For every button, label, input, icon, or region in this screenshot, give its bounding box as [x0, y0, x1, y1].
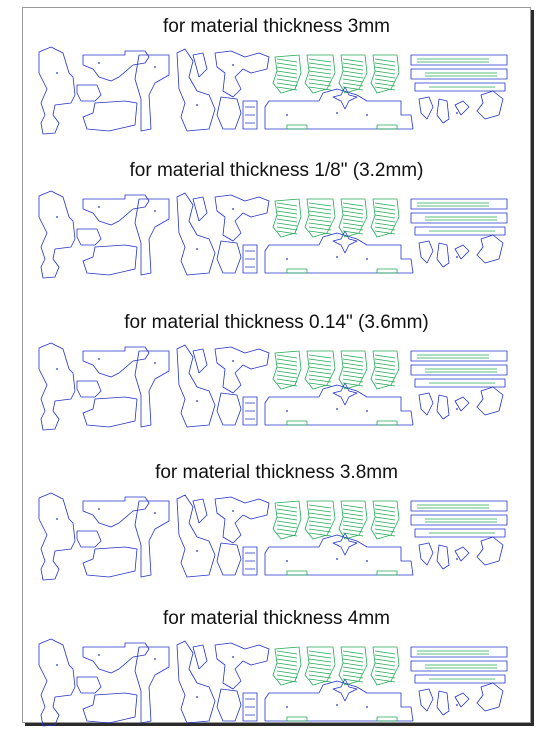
- alignment-hole: [336, 558, 338, 560]
- part-outline: [277, 651, 297, 682]
- part-outline: [215, 195, 269, 241]
- part-outline: [39, 639, 75, 726]
- parts-layout-drawing: [37, 187, 517, 282]
- part-outline: [193, 499, 207, 523]
- part-outline: [135, 351, 169, 427]
- part-outline: [177, 49, 215, 131]
- part-outline: [375, 355, 395, 386]
- cut-layout-section: [23, 160, 530, 300]
- alignment-hole: [196, 104, 198, 106]
- alignment-hole: [98, 62, 100, 64]
- part-outline: [417, 505, 489, 508]
- alignment-hole: [456, 558, 458, 560]
- part-outline: [437, 691, 449, 715]
- part-outline: [135, 55, 169, 131]
- cut-layout-section: [23, 462, 530, 602]
- part-outline: [193, 645, 207, 669]
- cut-layout-section: [23, 312, 530, 452]
- part-outline: [411, 661, 507, 671]
- part-outline: [375, 203, 395, 234]
- part-outline: [83, 397, 137, 427]
- part-outline: [411, 213, 507, 223]
- alignment-hole: [456, 408, 458, 410]
- part-outline: [77, 85, 101, 101]
- alignment-hole: [56, 664, 58, 666]
- part-outline: [217, 689, 241, 721]
- alignment-hole: [336, 408, 338, 410]
- part-outline: [245, 107, 255, 123]
- part-outline: [287, 717, 397, 721]
- alignment-hole: [154, 512, 156, 514]
- part-outline: [193, 53, 207, 77]
- part-outline: [39, 493, 75, 580]
- part-outline: [417, 355, 489, 358]
- part-outline: [425, 369, 497, 372]
- part-outline: [437, 99, 449, 123]
- part-outline: [245, 251, 255, 267]
- part-outline: [477, 683, 503, 711]
- part-outline: [287, 571, 397, 575]
- part-outline: [375, 59, 395, 90]
- cut-layout-section: [23, 16, 530, 156]
- part-outline: [309, 505, 331, 536]
- part-outline: [39, 343, 75, 430]
- alignment-hole: [196, 248, 198, 250]
- part-outline: [419, 543, 433, 565]
- alignment-hole: [366, 114, 368, 116]
- alignment-hole: [456, 112, 458, 114]
- part-outline: [77, 381, 101, 397]
- part-outline: [265, 535, 413, 575]
- alignment-hole: [336, 256, 338, 258]
- alignment-hole: [196, 696, 198, 698]
- cut-layout-section: [23, 608, 530, 748]
- alignment-hole: [336, 704, 338, 706]
- part-outline: [193, 349, 207, 373]
- part-outline: [287, 125, 397, 129]
- part-outline: [245, 699, 255, 715]
- alignment-hole: [56, 518, 58, 520]
- part-outline: [83, 547, 137, 577]
- part-outline: [135, 199, 169, 275]
- part-outline: [309, 355, 331, 386]
- part-outline: [477, 387, 503, 415]
- part-outline: [419, 689, 433, 711]
- part-outline: [417, 203, 489, 206]
- part-outline: [425, 519, 497, 522]
- part-outline: [417, 651, 489, 654]
- part-outline: [309, 59, 331, 90]
- alignment-hole: [154, 66, 156, 68]
- part-outline: [411, 515, 507, 525]
- part-outline: [343, 505, 363, 536]
- alignment-hole: [56, 368, 58, 370]
- part-outline: [215, 347, 269, 393]
- section-title: for material thickness 4mm: [162, 608, 390, 629]
- alignment-hole: [98, 206, 100, 208]
- parts-layout-drawing: [37, 43, 517, 138]
- parts-layout-drawing: [37, 339, 517, 434]
- alignment-hole: [336, 112, 338, 114]
- alignment-hole: [366, 258, 368, 260]
- alignment-hole: [232, 360, 234, 362]
- part-outline: [83, 693, 137, 723]
- part-outline: [217, 241, 241, 273]
- part-outline: [265, 681, 413, 721]
- part-outline: [135, 501, 169, 577]
- part-outline: [411, 647, 507, 657]
- section-title: for material thickness 3.8mm: [155, 462, 398, 483]
- part-outline: [215, 643, 269, 689]
- alignment-hole: [456, 704, 458, 706]
- part-outline: [343, 355, 363, 386]
- part-outline: [419, 97, 433, 119]
- alignment-hole: [98, 654, 100, 656]
- part-outline: [425, 217, 497, 220]
- part-outline: [309, 651, 331, 682]
- alignment-hole: [196, 550, 198, 552]
- part-outline: [411, 501, 507, 511]
- alignment-hole: [232, 510, 234, 512]
- part-outline: [245, 553, 255, 569]
- part-outline: [417, 59, 489, 62]
- alignment-hole: [154, 362, 156, 364]
- part-outline: [177, 495, 215, 577]
- parts-layout-drawing: [37, 635, 517, 730]
- part-outline: [245, 403, 255, 419]
- part-outline: [411, 55, 507, 65]
- part-outline: [411, 351, 507, 361]
- alignment-hole: [56, 72, 58, 74]
- alignment-hole: [56, 216, 58, 218]
- part-outline: [343, 59, 363, 90]
- part-outline: [83, 245, 137, 275]
- part-outline: [477, 537, 503, 565]
- alignment-hole: [98, 358, 100, 360]
- part-outline: [419, 393, 433, 415]
- alignment-hole: [232, 64, 234, 66]
- part-outline: [277, 203, 297, 234]
- part-outline: [287, 269, 397, 273]
- part-outline: [437, 395, 449, 419]
- part-outline: [419, 241, 433, 263]
- part-outline: [477, 91, 503, 119]
- part-outline: [277, 505, 297, 536]
- part-outline: [309, 203, 331, 234]
- part-outline: [265, 385, 413, 425]
- part-outline: [77, 677, 101, 693]
- part-outline: [135, 647, 169, 723]
- part-outline: [217, 393, 241, 425]
- part-outline: [77, 229, 101, 245]
- alignment-hole: [286, 114, 288, 116]
- alignment-hole: [366, 410, 368, 412]
- alignment-hole: [286, 258, 288, 260]
- part-outline: [437, 243, 449, 267]
- part-outline: [343, 651, 363, 682]
- section-title: for material thickness 1/8" (3.2mm): [129, 160, 424, 181]
- alignment-hole: [98, 508, 100, 510]
- part-outline: [217, 543, 241, 575]
- alignment-hole: [154, 658, 156, 660]
- part-outline: [177, 345, 215, 427]
- alignment-hole: [366, 560, 368, 562]
- part-outline: [39, 191, 75, 278]
- alignment-hole: [232, 656, 234, 658]
- part-outline: [215, 497, 269, 543]
- part-outline: [277, 59, 297, 90]
- alignment-hole: [366, 706, 368, 708]
- part-outline: [177, 641, 215, 723]
- alignment-hole: [196, 400, 198, 402]
- alignment-hole: [456, 256, 458, 258]
- part-outline: [411, 199, 507, 209]
- part-outline: [287, 421, 397, 425]
- part-outline: [425, 665, 497, 668]
- part-outline: [193, 197, 207, 221]
- alignment-hole: [232, 208, 234, 210]
- part-outline: [411, 365, 507, 375]
- alignment-hole: [154, 210, 156, 212]
- part-outline: [83, 101, 137, 131]
- section-title: for material thickness 3mm: [162, 16, 390, 37]
- part-outline: [215, 51, 269, 97]
- part-outline: [343, 203, 363, 234]
- part-outline: [277, 355, 297, 386]
- document-page: [22, 7, 531, 723]
- alignment-hole: [286, 560, 288, 562]
- part-outline: [265, 233, 413, 273]
- part-outline: [177, 193, 215, 275]
- alignment-hole: [286, 410, 288, 412]
- section-title: for material thickness 0.14" (3.6mm): [124, 312, 429, 333]
- part-outline: [375, 505, 395, 536]
- alignment-hole: [286, 706, 288, 708]
- part-outline: [437, 545, 449, 569]
- part-outline: [217, 97, 241, 129]
- parts-layout-drawing: [37, 489, 517, 584]
- part-outline: [411, 69, 507, 79]
- part-outline: [77, 531, 101, 547]
- part-outline: [375, 651, 395, 682]
- part-outline: [477, 235, 503, 263]
- part-outline: [265, 89, 413, 129]
- part-outline: [39, 47, 75, 134]
- part-outline: [425, 73, 497, 76]
